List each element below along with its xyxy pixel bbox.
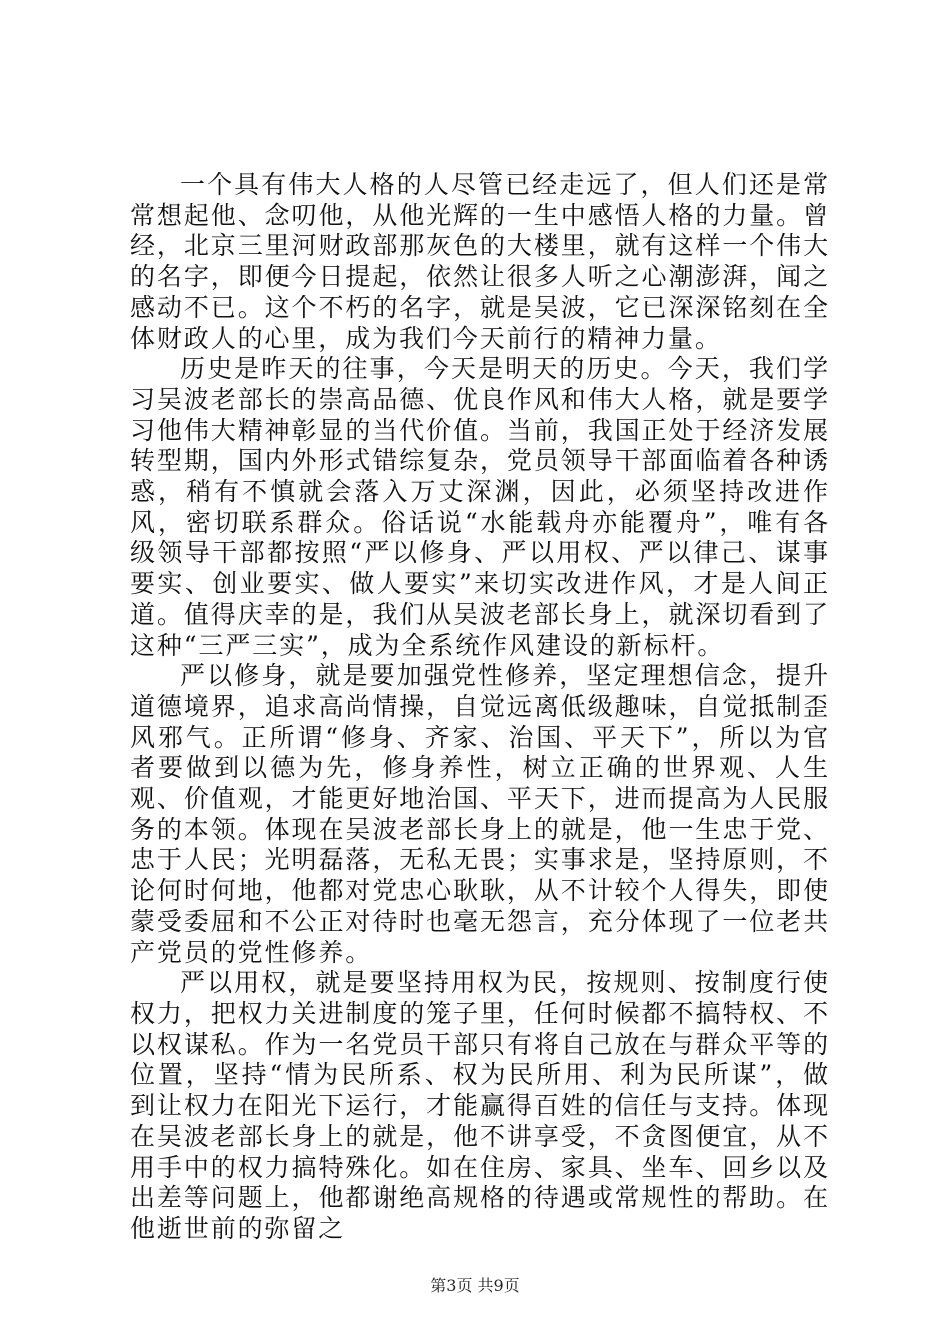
paragraph-use-of-power: 严以用权，就是要坚持用权为民，按规则、按制度行使权力，把权力关进制度的笼子里，任何时候都不搞特权、不以权谋私。作为一名党员干部只有将自己放在与群众平等的位置，坚持“情为民所系、权为民所用、利为民所谋”，做到让权力在阳光下运行，才能赢得百姓的信任与支持。体现在吴波老部长身上的就是，他不讲享受，不贪图便宜，从不用手中的权力搞特殊化。如在住房、家具、坐车、回乡以及出差等问题上，他都谢绝高规格的待遇或常规性的帮助。在他逝世前的弥留之	[130, 968, 830, 1243]
page-number-footer: 第3页 共9页	[430, 1276, 520, 1295]
paragraph-intro: 一个具有伟大人格的人尽管已经走远了，但人们还是常常想起他、念叨他，从他光辉的一生中感悟人格的力量。曾经，北京三里河财政部那灰色的大楼里，就有这样一个伟大的名字，即便今日提起，依然让很多人听之心潮澎湃，闻之感动不已。这个不朽的名字，就是吴波，它已深深铭刻在全体财政人的心里，成为我们今天前行的精神力量。	[130, 170, 830, 353]
paragraph-history: 历史是昨天的往事，今天是明天的历史。今天，我们学习吴波老部长的崇高品德、优良作风和伟大人格，就是要学习他伟大精神彰显的当代价值。当前，我国正处于经济发展转型期，国内外形式错综复杂，党员领导干部面临着各种诱惑，稍有不慎就会落入万丈深渊，因此，必须坚持改进作风，密切联系群众。俗话说“水能载舟亦能覆舟”，唯有各级领导干部都按照“严以修身、严以用权、严以律己、谋事要实、创业要实、做人要实”来切实改进作风，才是人间正道。值得庆幸的是，我们从吴波老部长身上，就深切看到了这种“三严三实”，成为全系统作风建设的新标杆。	[130, 354, 830, 660]
document-body	[130, 170, 830, 1245]
paragraph-self-cultivation: 严以修身，就是要加强党性修养，坚定理想信念，提升道德境界，追求高尚情操，自觉远离低级趣味，自觉抵制歪风邪气。正所谓“修身、齐家、治国、平天下”，所以为官者要做到以德为先，修身养性，树立正确的世界观、人生观、价值观，才能更好地治国、平天下，进而提高为人民服务的本领。体现在吴波老部长身上的就是，他一生忠于党、忠于人民；光明磊落，无私无畏；实事求是，坚持原则，不论何时何地，他都对党忠心耿耿，从不计较个人得失，即使蒙受委屈和不公正对待时也毫无怨言，充分体现了一位老共产党员的党性修养。	[130, 661, 830, 967]
